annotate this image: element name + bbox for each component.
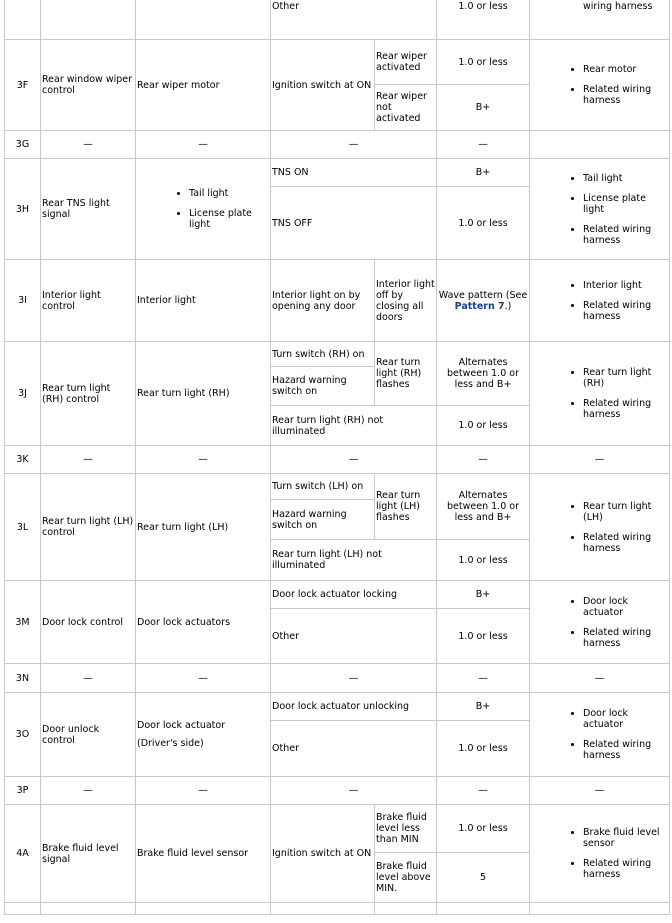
terminal-cell: 3L xyxy=(5,474,41,581)
dash-cell: — xyxy=(437,777,530,805)
table-row xyxy=(5,474,670,500)
reference-item: • Rear turn light (RH) xyxy=(583,367,668,389)
description-cell: Rear window wiper control xyxy=(41,40,136,131)
dash-cell: — xyxy=(271,664,437,693)
terminal-voltage-table xyxy=(4,0,670,915)
sub-condition-cell: Rear wiper not activated xyxy=(375,85,437,131)
value-text: Wave pattern (See xyxy=(438,289,528,301)
table-row xyxy=(5,40,670,85)
reference-cell xyxy=(530,260,670,342)
connected-cell: Rear turn light (RH) xyxy=(136,342,271,446)
condition-cell: Turn switch (RH) on xyxy=(271,342,375,367)
reference-item: wiring harness xyxy=(583,1,653,12)
dash-cell: — xyxy=(41,446,136,474)
reference-cell xyxy=(530,693,670,777)
reference-item: • Rear motor xyxy=(583,64,668,75)
dash-cell: — xyxy=(136,664,271,693)
value-cell: 5 xyxy=(437,853,530,903)
table-row xyxy=(5,260,670,342)
value-cell xyxy=(437,903,530,915)
reference-cell xyxy=(530,40,670,131)
value-cell xyxy=(437,260,530,342)
terminal-cell: 3N xyxy=(5,664,41,693)
reference-cell xyxy=(530,903,670,915)
table-row xyxy=(5,903,670,915)
reference-cell xyxy=(530,0,670,40)
terminal-cell: 3F xyxy=(5,40,41,131)
terminal-cell: 3K xyxy=(5,446,41,474)
dash-cell: — xyxy=(437,664,530,693)
terminal-cell: 4A xyxy=(5,805,41,903)
connected-cell xyxy=(136,0,271,40)
connected-cell xyxy=(136,903,271,915)
condition-cell: Other xyxy=(271,721,437,777)
table-row xyxy=(5,664,670,693)
reference-item: • Related wiring harness xyxy=(583,858,668,880)
condition-cell: Rear turn light (LH) not illuminated xyxy=(271,540,437,581)
dash-cell: — xyxy=(136,131,271,159)
terminal-cell: 3J xyxy=(5,342,41,446)
terminal-cell: 3I xyxy=(5,260,41,342)
dash-cell: — xyxy=(530,446,670,474)
connected-cell: Brake fluid level sensor xyxy=(136,805,271,903)
reference-item: • Door lock actuator xyxy=(583,596,668,618)
value-cell: B+ xyxy=(437,159,530,187)
table-row xyxy=(5,805,670,853)
value-cell: 1.0 or less xyxy=(437,0,530,40)
condition-cell: Interior light on by opening any door xyxy=(271,260,375,342)
reference-cell xyxy=(530,474,670,581)
description-cell: Rear turn light (LH) control xyxy=(41,474,136,581)
sub-condition-cell xyxy=(375,903,437,915)
reference-item: • Related wiring harness xyxy=(583,627,668,649)
value-cell: 1.0 or less xyxy=(437,805,530,853)
dash-cell xyxy=(530,131,670,159)
value-cell: 1.0 or less xyxy=(437,721,530,777)
reference-item: • Related wiring harness xyxy=(583,739,668,761)
reference-item: • Rear turn light (LH) xyxy=(583,501,668,523)
connected-note: (Driver's side) xyxy=(137,738,204,749)
table-row xyxy=(5,777,670,805)
table-row xyxy=(5,131,670,159)
condition-cell: Door lock actuator locking xyxy=(271,581,437,609)
terminal-cell: 3G xyxy=(5,131,41,159)
value-cell: 1.0 or less xyxy=(437,406,530,446)
value-cell: Alternates between 1.0 or less and B+ xyxy=(437,474,530,540)
description-cell xyxy=(41,903,136,915)
pattern-link[interactable]: Pattern 7 xyxy=(454,300,505,312)
dash-cell: — xyxy=(41,777,136,805)
condition-cell: Other xyxy=(271,0,437,40)
connected-cell: Door lock actuators xyxy=(136,581,271,664)
reference-item: • License plate light xyxy=(583,193,668,215)
terminal-cell: 3M xyxy=(5,581,41,664)
reference-item: • Brake fluid level sensor xyxy=(583,827,668,849)
description-cell: Interior light control xyxy=(41,260,136,342)
condition-cell: Door lock actuator unlocking xyxy=(271,693,437,721)
value-cell: B+ xyxy=(437,581,530,609)
sub-condition-cell: Interior light off by closing all doors xyxy=(375,260,437,342)
description-cell: Door lock control xyxy=(41,581,136,664)
condition-cell: Rear turn light (RH) not illuminated xyxy=(271,406,437,446)
table-row xyxy=(5,0,670,40)
dash-cell: — xyxy=(136,446,271,474)
reference-item: • Related wiring harness xyxy=(583,300,668,322)
reference-item: • Related wiring harness xyxy=(583,398,668,420)
dash-cell: — xyxy=(271,777,437,805)
reference-item: • Tail light xyxy=(583,173,668,184)
dash-cell: — xyxy=(271,446,437,474)
reference-item: • Interior light xyxy=(583,280,668,291)
reference-cell xyxy=(530,805,670,903)
condition-cell: Ignition switch at ON xyxy=(271,805,375,903)
value-cell: 1.0 or less xyxy=(437,187,530,260)
description-cell xyxy=(41,0,136,40)
condition-cell: Hazard warning switch on xyxy=(271,367,375,406)
terminal-cell: 3O xyxy=(5,693,41,777)
dash-cell: — xyxy=(41,131,136,159)
value-cell: B+ xyxy=(437,85,530,131)
terminal-cell xyxy=(5,0,41,40)
sub-condition-cell: Brake fluid level above MIN. xyxy=(375,853,437,903)
value-cell: B+ xyxy=(437,693,530,721)
reference-item: • Door lock actuator xyxy=(583,708,668,730)
table-row xyxy=(5,446,670,474)
condition-cell xyxy=(271,903,375,915)
reference-cell xyxy=(530,342,670,446)
connected-cell xyxy=(136,693,271,777)
connected-cell: Interior light xyxy=(136,260,271,342)
reference-item: • Related wiring harness xyxy=(583,84,668,106)
terminal-cell: 3P xyxy=(5,777,41,805)
table-row xyxy=(5,342,670,367)
description-cell: Rear TNS light signal xyxy=(41,159,136,260)
reference-item: • Related wiring harness xyxy=(583,532,668,554)
sub-condition-cell: Rear wiper activated xyxy=(375,40,437,85)
dash-cell: — xyxy=(530,777,670,805)
terminal-cell: 3H xyxy=(5,159,41,260)
dash-cell: — xyxy=(530,664,670,693)
table-row xyxy=(5,159,670,187)
table-row xyxy=(5,581,670,609)
value-cell: Alternates between 1.0 or less and B+ xyxy=(437,342,530,406)
dash-cell: — xyxy=(271,131,437,159)
connected-cell xyxy=(136,159,271,260)
terminal-cell xyxy=(5,903,41,915)
value-text: .) xyxy=(504,300,512,312)
dash-cell: — xyxy=(437,446,530,474)
value-cell: 1.0 or less xyxy=(437,540,530,581)
sub-condition-cell: Rear turn light (LH) flashes xyxy=(375,474,437,540)
sub-condition-cell: Rear turn light (RH) flashes xyxy=(375,342,437,406)
dash-cell: — xyxy=(437,131,530,159)
connected-text: Door lock actuator xyxy=(137,720,226,731)
connected-item: • Tail light xyxy=(189,188,269,199)
value-cell: 1.0 or less xyxy=(437,609,530,664)
condition-cell: Other xyxy=(271,609,437,664)
connected-cell: Rear wiper motor xyxy=(136,40,271,131)
sub-condition-cell: Brake fluid level less than MIN xyxy=(375,805,437,853)
connected-cell: Rear turn light (LH) xyxy=(136,474,271,581)
condition-cell: TNS ON xyxy=(271,159,437,187)
condition-cell: TNS OFF xyxy=(271,187,437,260)
condition-cell: Ignition switch at ON xyxy=(271,40,375,131)
reference-item: • Related wiring harness xyxy=(583,224,668,246)
description-cell: Rear turn light (RH) control xyxy=(41,342,136,446)
table-row xyxy=(5,693,670,721)
connected-item: • License plate light xyxy=(189,208,269,230)
condition-cell: Turn switch (LH) on xyxy=(271,474,375,500)
pin-table-container xyxy=(4,0,669,915)
condition-cell: Hazard warning switch on xyxy=(271,500,375,540)
reference-cell xyxy=(530,581,670,664)
description-cell: Door unlock control xyxy=(41,693,136,777)
reference-cell xyxy=(530,159,670,260)
dash-cell: — xyxy=(41,664,136,693)
dash-cell: — xyxy=(136,777,271,805)
description-cell: Brake fluid level signal xyxy=(41,805,136,903)
value-cell: 1.0 or less xyxy=(437,40,530,85)
